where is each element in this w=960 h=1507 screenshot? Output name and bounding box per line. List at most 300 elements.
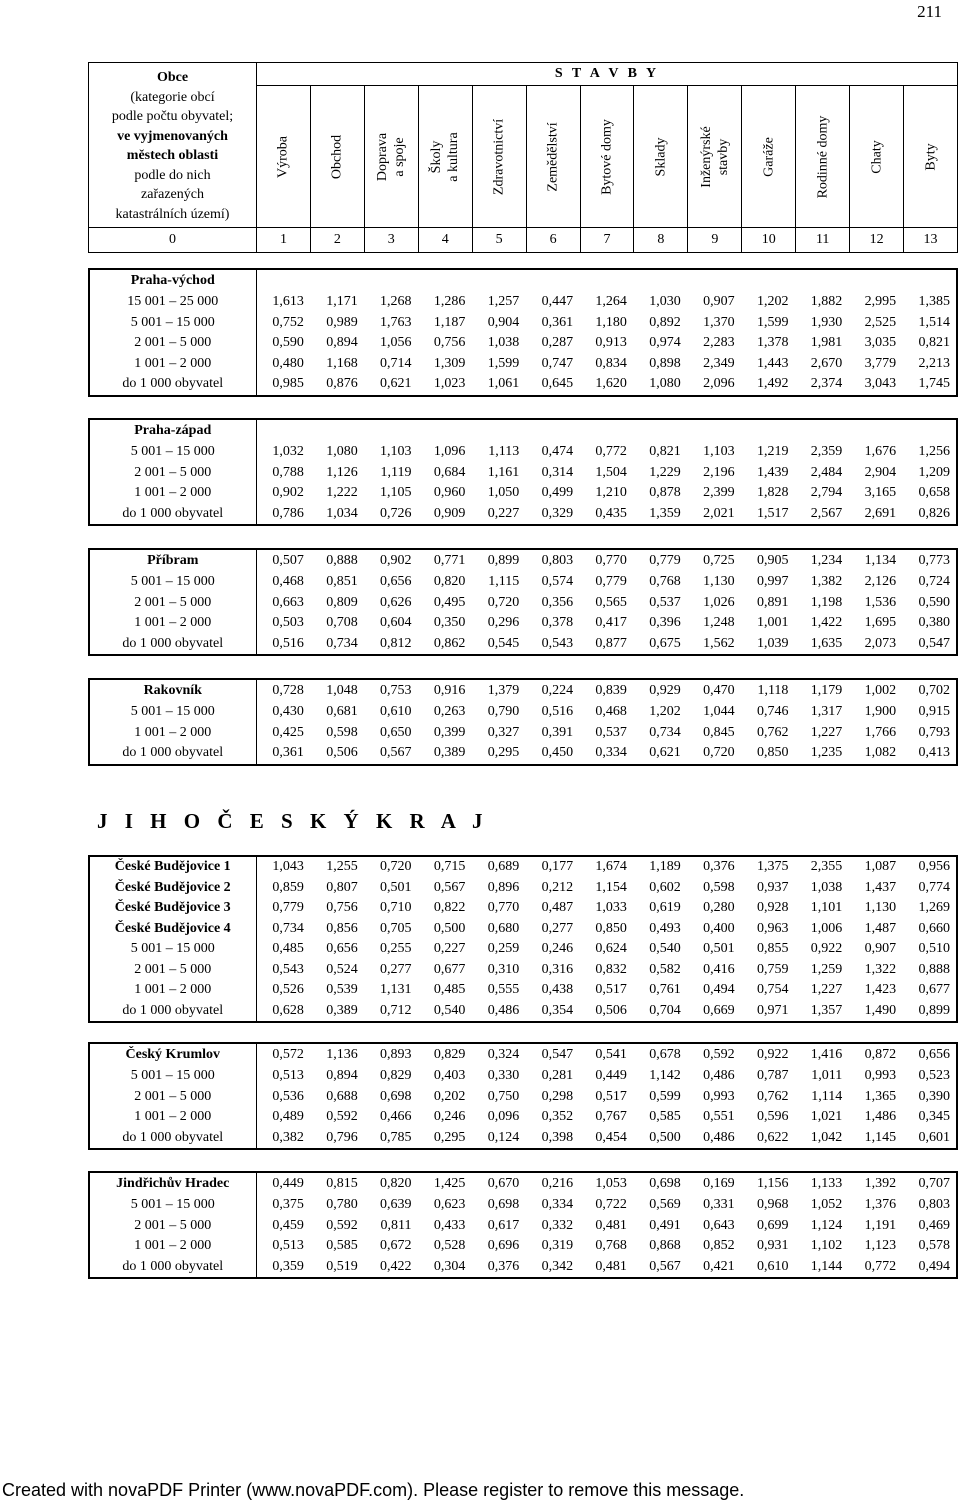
value-cell: 0,931 xyxy=(756,1238,789,1254)
value-cell: 0,350 xyxy=(433,615,466,631)
obce-header-line: městech oblasti xyxy=(126,148,219,163)
value-cell: 0,501 xyxy=(703,941,735,957)
value-cell: 0,259 xyxy=(487,941,520,957)
value-cell: 1,114 xyxy=(811,1088,843,1104)
value-cell: 0,902 xyxy=(380,553,412,568)
value-cell: 1,437 xyxy=(864,879,897,895)
value-cell: 1,257 xyxy=(487,294,520,310)
value-cell: 0,663 xyxy=(256,593,310,614)
table-row xyxy=(90,898,956,919)
value-cell xyxy=(687,420,741,442)
value-cell: 0,821 xyxy=(918,335,950,351)
value-cell: 0,602 xyxy=(649,879,681,895)
column-header-label: Zemědělství xyxy=(545,121,561,192)
value-cell: 1,142 xyxy=(649,1068,681,1084)
column-header-label: Garáže xyxy=(761,136,777,177)
obce-header-line: (kategorie obcí xyxy=(130,89,215,105)
value-cell: 0,698 xyxy=(487,1197,520,1213)
value-cell: 1,023 xyxy=(433,376,466,392)
value-cell: 0,787 xyxy=(756,1068,789,1084)
row-label: do 1 000 obyvatel xyxy=(122,1258,224,1274)
value-cell: 0,524 xyxy=(326,961,358,977)
value-cell: 0,899 xyxy=(918,1002,950,1018)
value-cell: 0,968 xyxy=(756,1197,789,1213)
value-cell: 0,486 xyxy=(487,1002,520,1018)
value-cell: 0,376 xyxy=(703,859,735,875)
column-number: 10 xyxy=(742,228,796,253)
value-cell: 1,392 xyxy=(864,1176,897,1191)
value-cell: 0,752 xyxy=(256,313,310,334)
value-cell: 0,277 xyxy=(380,961,412,977)
value-cell: 1,357 xyxy=(810,1002,843,1018)
value-cell: 0,702 xyxy=(918,683,950,698)
value-cell: 0,324 xyxy=(487,1047,520,1062)
value-cell: 0,517 xyxy=(595,982,627,998)
value-cell: 1,082 xyxy=(864,745,897,761)
value-cell: 0,734 xyxy=(256,919,310,940)
value-cell: 0,470 xyxy=(703,683,735,698)
value-cell: 0,993 xyxy=(864,1068,897,1084)
value-cell: 0,922 xyxy=(810,941,843,957)
value-cell: 0,756 xyxy=(326,900,358,916)
row-label: do 1 000 obyvatel xyxy=(122,745,224,761)
table-row xyxy=(90,1107,956,1128)
value-cell: 1,599 xyxy=(756,314,789,330)
value-cell: 0,539 xyxy=(326,982,358,998)
value-cell: 0,905 xyxy=(756,553,789,568)
value-cell: 1,115 xyxy=(488,574,520,590)
value-cell: 0,495 xyxy=(433,594,466,610)
value-cell: 0,916 xyxy=(433,683,466,698)
column-number: 6 xyxy=(526,228,580,253)
value-cell: 1,219 xyxy=(756,444,789,460)
value-cell: 0,892 xyxy=(649,314,681,330)
value-cell: 0,771 xyxy=(433,553,466,568)
value-cell: 0,796 xyxy=(326,1129,358,1145)
value-cell: 1,179 xyxy=(810,683,843,698)
value-cell: 1,103 xyxy=(703,444,735,460)
value-cell: 0,391 xyxy=(541,724,574,740)
value-cell: 0,516 xyxy=(256,634,310,655)
value-cell: 1,981 xyxy=(810,335,843,351)
value-cell: 1,286 xyxy=(433,294,466,310)
value-cell: 0,809 xyxy=(326,594,358,610)
value-cell: 1,052 xyxy=(810,1197,843,1213)
district-block xyxy=(88,268,958,397)
value-cell: 1,021 xyxy=(810,1109,843,1125)
value-cell: 2,073 xyxy=(864,635,897,651)
value-cell: 0,598 xyxy=(703,879,735,895)
value-cell: 0,714 xyxy=(380,355,412,371)
table-row xyxy=(90,960,956,981)
value-cell: 0,382 xyxy=(256,1128,310,1149)
value-cell: 1,227 xyxy=(810,724,843,740)
table-row xyxy=(90,702,956,723)
value-cell: 0,590 xyxy=(256,333,310,354)
value-cell: 1,264 xyxy=(595,294,627,310)
value-cell: 0,295 xyxy=(433,1129,466,1145)
value-cell: 0,894 xyxy=(326,1068,358,1084)
value-cell: 1,026 xyxy=(703,594,735,610)
value-cell: 0,481 xyxy=(595,1258,627,1274)
value-cell: 0,786 xyxy=(256,504,310,525)
district-table xyxy=(90,857,956,1021)
value-cell: 0,888 xyxy=(918,961,950,977)
value-cell: 0,329 xyxy=(541,505,574,521)
value-cell: 0,724 xyxy=(918,574,950,590)
value-cell: 1,492 xyxy=(756,376,789,392)
value-cell: 0,756 xyxy=(433,335,466,351)
value-cell: 0,753 xyxy=(380,683,412,698)
value-cell: 0,398 xyxy=(541,1129,574,1145)
column-header xyxy=(904,86,958,228)
table-row xyxy=(90,593,956,614)
value-cell xyxy=(310,420,364,442)
table-row xyxy=(90,634,956,655)
value-cell: 0,543 xyxy=(541,635,574,651)
value-cell: 0,227 xyxy=(487,505,520,521)
column-header-label: Rodinné domy xyxy=(815,115,831,198)
value-cell xyxy=(256,420,310,442)
value-cell: 0,852 xyxy=(703,1238,735,1254)
row-label: do 1 000 obyvatel xyxy=(122,1129,224,1145)
value-cell: 0,793 xyxy=(918,724,950,740)
table-row xyxy=(90,1257,956,1278)
row-label: 15 001 – 25 000 xyxy=(127,294,219,310)
value-cell: 1,180 xyxy=(595,314,627,330)
district-name: Český Krumlov xyxy=(125,1047,220,1062)
value-cell: 0,227 xyxy=(433,941,466,957)
value-cell: 0,468 xyxy=(595,704,627,720)
value-cell: 0,517 xyxy=(595,1088,627,1104)
value-cell: 0,585 xyxy=(649,1109,681,1125)
value-cell: 0,491 xyxy=(649,1217,681,1233)
value-cell: 0,352 xyxy=(541,1109,574,1125)
value-cell: 1,210 xyxy=(595,485,627,501)
value-cell: 1,248 xyxy=(703,615,735,631)
value-cell: 0,332 xyxy=(541,1217,574,1233)
value-cell: 0,506 xyxy=(595,1002,627,1018)
table-row xyxy=(90,1128,956,1149)
value-cell: 0,540 xyxy=(649,941,681,957)
district-name: Praha-východ xyxy=(130,273,215,288)
obce-header-line: ve vyjmenovaných xyxy=(117,128,228,144)
value-cell: 1,378 xyxy=(756,335,789,351)
value-cell: 0,815 xyxy=(326,1176,358,1191)
value-cell: 0,707 xyxy=(918,1176,950,1191)
row-label: 5 001 – 15 000 xyxy=(130,574,215,590)
value-cell: 1,235 xyxy=(810,745,843,761)
value-cell: 0,893 xyxy=(380,1047,412,1062)
row-label: 2 001 – 5 000 xyxy=(134,594,212,610)
value-cell: 1,504 xyxy=(595,464,627,480)
value-cell: 0,569 xyxy=(649,1197,681,1213)
value-cell: 0,670 xyxy=(487,1176,520,1191)
value-cell: 1,042 xyxy=(810,1129,843,1145)
value-cell: 1,514 xyxy=(918,314,950,330)
value-cell: 0,909 xyxy=(433,505,466,521)
table-row xyxy=(90,1001,956,1022)
value-cell xyxy=(364,270,418,292)
value-cell: 1,123 xyxy=(864,1238,897,1254)
column-header xyxy=(310,86,364,228)
value-cell: 1,376 xyxy=(864,1197,897,1213)
district-title-row xyxy=(90,550,956,572)
value-cell: 0,601 xyxy=(918,1129,950,1145)
table-row xyxy=(90,613,956,634)
value-cell: 0,971 xyxy=(756,1002,789,1018)
value-cell: 0,263 xyxy=(433,704,466,720)
value-cell: 0,712 xyxy=(380,1002,412,1018)
obce-header-line: zařazených xyxy=(141,187,204,202)
value-cell: 1,486 xyxy=(864,1109,897,1125)
row-label: do 1 000 obyvatel xyxy=(122,1002,224,1018)
value-cell: 0,779 xyxy=(595,574,627,590)
value-cell: 0,567 xyxy=(433,879,466,895)
value-cell xyxy=(418,270,472,292)
value-cell: 1,930 xyxy=(810,314,843,330)
table-row xyxy=(90,878,956,899)
value-cell: 0,296 xyxy=(487,615,520,631)
district-table xyxy=(90,420,956,524)
value-cell: 2,021 xyxy=(703,505,735,521)
value-cell: 1,382 xyxy=(810,574,843,590)
obce-header-line: katastrálních území) xyxy=(115,206,230,222)
value-cell: 1,517 xyxy=(756,505,789,521)
value-cell: 0,820 xyxy=(380,1176,412,1191)
table-row xyxy=(90,504,956,525)
district-name: Jindřichův Hradec xyxy=(116,1176,230,1191)
value-cell: 1,038 xyxy=(810,879,843,895)
value-cell: 1,130 xyxy=(864,900,897,916)
value-cell: 0,400 xyxy=(703,920,735,936)
row-label: 1 001 – 2 000 xyxy=(134,724,212,740)
value-cell: 0,578 xyxy=(918,1238,950,1254)
value-cell: 1,006 xyxy=(810,920,843,936)
row-label: 2 001 – 5 000 xyxy=(134,961,212,977)
column-number: 1 xyxy=(257,228,311,253)
value-cell: 2,484 xyxy=(810,464,843,480)
value-cell: 0,513 xyxy=(256,1066,310,1087)
value-cell: 1,053 xyxy=(595,1176,627,1191)
value-cell: 0,876 xyxy=(326,376,358,392)
value-cell: 0,438 xyxy=(541,982,574,998)
value-cell: 1,536 xyxy=(864,594,897,610)
value-cell: 0,459 xyxy=(256,1216,310,1237)
district-block xyxy=(88,1171,958,1279)
value-cell: 0,378 xyxy=(541,615,574,631)
value-cell: 0,295 xyxy=(487,745,520,761)
value-cell: 0,390 xyxy=(918,1088,950,1104)
value-cell: 0,829 xyxy=(380,1068,412,1084)
value-cell: 0,510 xyxy=(918,941,950,957)
value-cell: 1,113 xyxy=(488,444,520,460)
value-cell: 2,213 xyxy=(918,355,950,371)
value-cell: 0,585 xyxy=(326,1238,358,1254)
value-cell: 1,900 xyxy=(864,704,897,720)
column-header-label: Doprava xyxy=(375,132,391,181)
value-cell: 1,676 xyxy=(864,444,897,460)
column-number: 4 xyxy=(418,228,472,253)
value-cell: 0,212 xyxy=(541,879,574,895)
value-cell: 1,126 xyxy=(326,464,358,480)
value-cell: 0,658 xyxy=(918,485,950,501)
stavby-header: S T A V B Y xyxy=(257,63,958,86)
value-cell: 1,038 xyxy=(487,335,520,351)
value-cell: 0,449 xyxy=(595,1068,627,1084)
value-cell: 1,375 xyxy=(756,859,789,875)
value-cell: 0,747 xyxy=(541,355,574,371)
value-cell xyxy=(579,270,633,292)
value-cell: 1,674 xyxy=(595,859,627,875)
district-title-row xyxy=(90,420,956,442)
district-name: Rakovník xyxy=(143,683,202,698)
table-row xyxy=(90,1216,956,1237)
column-numbers xyxy=(89,228,958,253)
value-cell: 1,043 xyxy=(256,857,310,878)
value-cell: 0,898 xyxy=(649,355,681,371)
column-header-label: Bytové domy xyxy=(599,118,615,195)
value-cell: 0,202 xyxy=(433,1088,466,1104)
value-cell: 0,610 xyxy=(380,704,412,720)
value-cell: 1,144 xyxy=(810,1258,843,1274)
value-cell: 1,102 xyxy=(810,1238,843,1254)
value-cell: 0,592 xyxy=(703,1047,735,1062)
value-cell: 1,124 xyxy=(810,1217,843,1233)
column-header-label: Výroba xyxy=(275,135,291,178)
value-cell xyxy=(687,270,741,292)
table-row xyxy=(90,463,956,484)
value-cell: 0,770 xyxy=(595,553,627,568)
column-header-label: Chaty xyxy=(869,139,885,174)
value-cell: 0,960 xyxy=(433,485,466,501)
value-cell: 0,689 xyxy=(487,859,520,875)
value-cell xyxy=(310,270,364,292)
value-cell: 0,543 xyxy=(256,960,310,981)
column-header-label: Zdravotnictví xyxy=(491,118,507,195)
value-cell: 1,416 xyxy=(810,1047,843,1062)
value-cell: 0,501 xyxy=(380,879,412,895)
value-cell: 0,454 xyxy=(595,1129,627,1145)
value-cell: 0,399 xyxy=(433,724,466,740)
value-cell: 0,354 xyxy=(541,1002,574,1018)
value-cell: 0,829 xyxy=(433,1047,466,1062)
value-cell: 1,422 xyxy=(810,615,843,631)
column-number: 12 xyxy=(850,228,904,253)
district-block xyxy=(88,418,958,526)
value-cell: 0,582 xyxy=(649,961,681,977)
value-cell: 0,396 xyxy=(649,615,681,631)
value-cell: 0,547 xyxy=(918,635,950,651)
value-cell: 1,763 xyxy=(380,314,412,330)
obce-header-line: podle počtu obyvatel; xyxy=(111,109,234,124)
value-cell: 1,189 xyxy=(649,859,681,875)
value-cell: 0,710 xyxy=(380,900,412,916)
value-cell: 0,681 xyxy=(326,704,358,720)
value-cell: 0,807 xyxy=(326,879,358,895)
value-cell: 0,937 xyxy=(756,879,789,895)
value-cell: 0,555 xyxy=(487,982,520,998)
value-cell: 0,361 xyxy=(256,743,310,764)
value-cell: 0,891 xyxy=(756,594,789,610)
value-cell: 0,280 xyxy=(703,900,735,916)
value-cell: 0,310 xyxy=(487,961,520,977)
value-cell: 1,490 xyxy=(864,1002,897,1018)
value-cell: 0,422 xyxy=(380,1258,412,1274)
value-cell: 0,619 xyxy=(649,900,681,916)
row-label: 2 001 – 5 000 xyxy=(134,464,212,480)
table-row xyxy=(90,980,956,1001)
value-cell: 0,590 xyxy=(918,594,950,610)
value-cell: 0,643 xyxy=(703,1217,735,1233)
table-row xyxy=(90,292,956,313)
value-cell: 1,136 xyxy=(326,1047,358,1062)
value-cell: 1,118 xyxy=(757,683,789,698)
value-cell: 1,745 xyxy=(918,376,950,392)
value-cell: 2,670 xyxy=(810,355,843,371)
value-cell: 0,907 xyxy=(703,294,735,310)
column-header xyxy=(796,86,850,228)
value-cell: 0,770 xyxy=(487,900,520,916)
value-cell: 1,001 xyxy=(756,615,789,631)
value-cell: 0,868 xyxy=(649,1238,681,1254)
value-cell: 1,161 xyxy=(487,464,520,480)
value-cell: 0,913 xyxy=(595,335,627,351)
value-cell: 0,356 xyxy=(541,594,574,610)
value-cell: 0,500 xyxy=(649,1129,681,1145)
district-title-row xyxy=(90,680,956,702)
value-cell: 2,355 xyxy=(810,859,843,875)
value-cell: 0,342 xyxy=(541,1258,574,1274)
value-cell: 1,002 xyxy=(864,683,897,698)
value-cell: 0,513 xyxy=(256,1236,310,1257)
value-cell: 2,196 xyxy=(703,464,735,480)
value-cell: 0,715 xyxy=(433,859,466,875)
value-cell: 0,839 xyxy=(595,683,627,698)
value-cell: 1,259 xyxy=(810,961,843,977)
value-cell: 0,403 xyxy=(433,1068,466,1084)
value-cell: 1,322 xyxy=(864,961,897,977)
value-cell: 0,656 xyxy=(380,574,412,590)
value-cell: 2,995 xyxy=(864,294,897,310)
obce-header-line: Obce xyxy=(156,70,189,85)
value-cell: 0,902 xyxy=(256,483,310,504)
value-cell: 2,567 xyxy=(810,505,843,521)
value-cell: 0,224 xyxy=(541,683,574,698)
value-cell: 2,096 xyxy=(703,376,735,392)
value-cell: 1,011 xyxy=(811,1068,843,1084)
value-cell: 0,834 xyxy=(595,355,627,371)
value-cell: 0,345 xyxy=(918,1109,950,1125)
column-header xyxy=(418,86,472,228)
row-label: 1 001 – 2 000 xyxy=(134,355,212,371)
value-cell: 0,486 xyxy=(703,1068,735,1084)
value-cell: 0,779 xyxy=(256,898,310,919)
value-cell: 0,779 xyxy=(649,553,681,568)
value-cell: 0,720 xyxy=(703,745,735,761)
row-label: do 1 000 obyvatel xyxy=(122,376,224,392)
value-cell: 0,759 xyxy=(756,961,789,977)
value-cell: 1,080 xyxy=(326,444,358,460)
row-label: 1 001 – 2 000 xyxy=(134,1238,212,1254)
value-cell: 0,851 xyxy=(326,574,358,590)
value-cell: 0,688 xyxy=(326,1088,358,1104)
value-cell: 0,314 xyxy=(541,464,574,480)
value-cell: 0,376 xyxy=(487,1258,520,1274)
value-cell: 0,536 xyxy=(256,1087,310,1108)
value-cell: 0,678 xyxy=(649,1047,681,1062)
value-cell: 0,528 xyxy=(433,1238,466,1254)
